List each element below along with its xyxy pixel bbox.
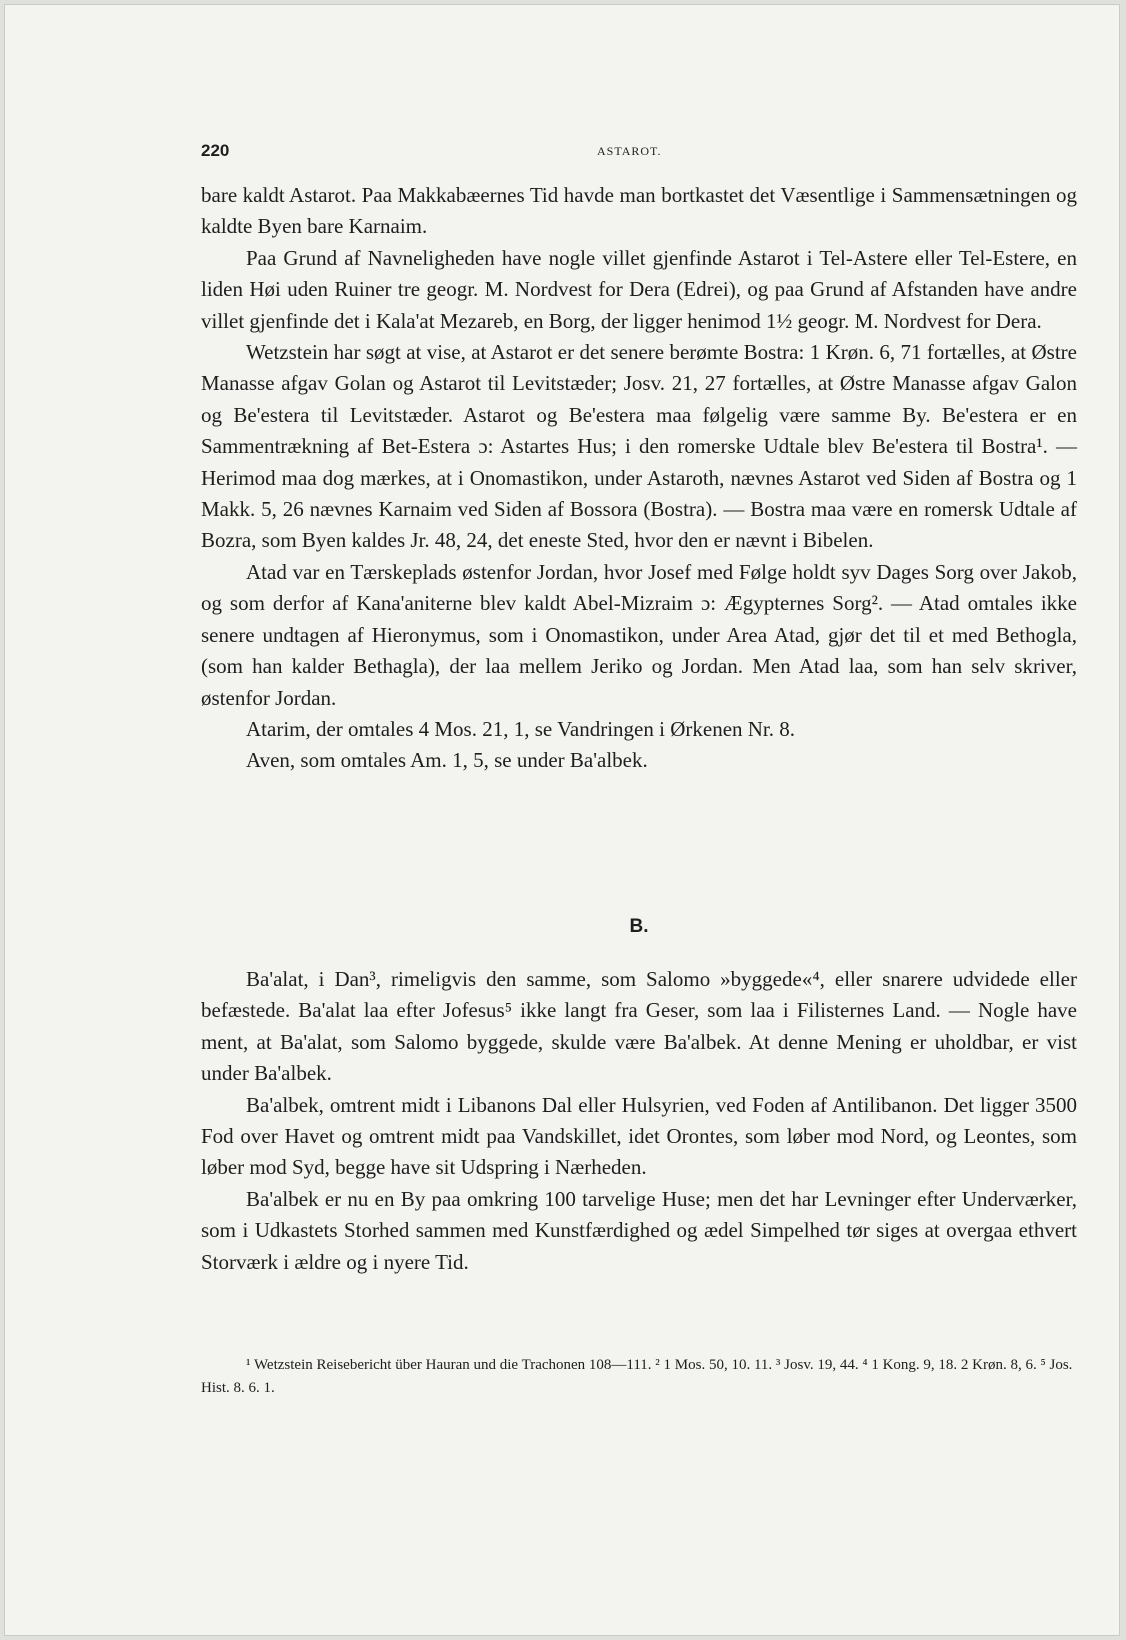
- main-text-part-1: [201, 180, 1077, 777]
- paragraph: bare kaldt Astarot. Paa Makkabæernes Tid havde man bortkastet det Væsentlige i Sammensætningen og kaldte Byen bare Karnaim.: [201, 183, 1077, 239]
- paragraph-baalbek: Ba'albek, omtrent midt i Libanons Dal eller Hulsyrien, ved Foden af Antilibanon. Det ligger 3500 Fod over Havet og omtrent midt paa Vandskillet, idet Orontes, som løber mod Nord, og Leontes, som løber mod Syd, begge have sit Udspring i Nærheden.: [201, 1092, 1077, 1180]
- main-text-part-2: [201, 964, 1077, 1278]
- paragraph-baalat: Ba'alat, i Dan³, rimeligvis den samme, som Salomo »byggede«⁴, eller snarere udvidede eller befæstede. Ba'alat laa efter Jofesus⁵ ikke langt fra Geser, som laa i Filisternes Land. — Nogle have ment, at Ba'alat, som Salomo byggede, skulde være Ba'albek. At denne Mening er uholdbar, er vist under Ba'albek.: [201, 967, 1077, 1086]
- paragraph: Wetzstein har søgt at vise, at Astarot er det senere berømte Bostra: 1 Krøn. 6, 71 fortælles, at Østre Manasse afgav Golan og Astarot til Levitstæder; Josv. 21, 27 fortælles, at Østre Manasse afgav Galon og Be'estera til Levitstæder. Astarot og Be'estera maa følgelig være samme By. Be'estera er en Sammentrækning af Bet-Estera ɔ: Astartes Hus; i den romerske Udtale blev Be'estera til Bostra¹. — Herimod maa dog mærkes, at i Onomastikon, under Astaroth, nævnes Astarot ved Siden af Bostra og 1 Makk. 5, 26 nævnes Karnaim ved Siden af Bossora (Bostra). — Bostra maa være en romersk Udtale af Bozra, som Byen kaldes Jr. 48, 24, det eneste Sted, hvor den er nævnt i Bibelen.: [201, 340, 1077, 553]
- footnotes: [201, 1354, 1077, 1400]
- section-heading: B.: [629, 916, 649, 937]
- page-number: 220: [201, 141, 230, 160]
- paragraph-aven: Aven, som omtales Am. 1, 5, se under Ba'albek.: [246, 748, 648, 773]
- paragraph: Ba'albek er nu en By paa omkring 100 tarvelige Huse; men det har Levninger efter Underværker, som i Udkastets Storhed sammen med Kunstfærdighed og ædel Simpelhed tør siges at overgaa ethvert Storværk i ældre og i nyere Tid.: [201, 1186, 1077, 1274]
- footnote-text: ¹ Wetzstein Reisebericht über Hauran und die Trachonen 108—111. ² 1 Mos. 50, 10. 11. ³ Josv. 19, 44. ⁴ 1 Kong. 9, 18. 2 Krøn. 8, 6. ⁵ Jos. Hist. 8. 6. 1.: [201, 1357, 1073, 1396]
- paragraph-atarim: Atarim, der omtales 4 Mos. 21, 1, se Vandringen i Ørkenen Nr. 8.: [246, 716, 796, 741]
- page-header: [201, 141, 1074, 163]
- book-page: [4, 4, 1120, 1636]
- running-title: ASTAROT.: [597, 144, 662, 158]
- paragraph: Paa Grund af Navneligheden have nogle villet gjenfinde Astarot i Tel-Astere eller Tel-Estere, en liden Høi uden Ruiner tre geogr. M. Nordvest for Dera (Edrei), og paa Grund af Afstanden have andre villet gjenfinde det i Kala'at Mezareb, en Borg, der ligger henimod 1½ geogr. M. Nordvest for Dera.: [201, 245, 1077, 333]
- paragraph-atad: Atad var en Tærskeplads østenfor Jordan, hvor Josef med Følge holdt syv Dages Sorg over Jakob, og som derfor af Kana'aniterne blev kaldt Abel-Mizraim ɔ: Ægypternes Sorg². — Atad omtales ikke senere undtagen af Hieronymus, som i Onomastikon, under Area Atad, gjør det til et med Bethogla, (som han kalder Bethagla), der laa mellem Jeriko og Jordan. Men Atad laa, som han selv skriver, østenfor Jordan.: [201, 559, 1077, 710]
